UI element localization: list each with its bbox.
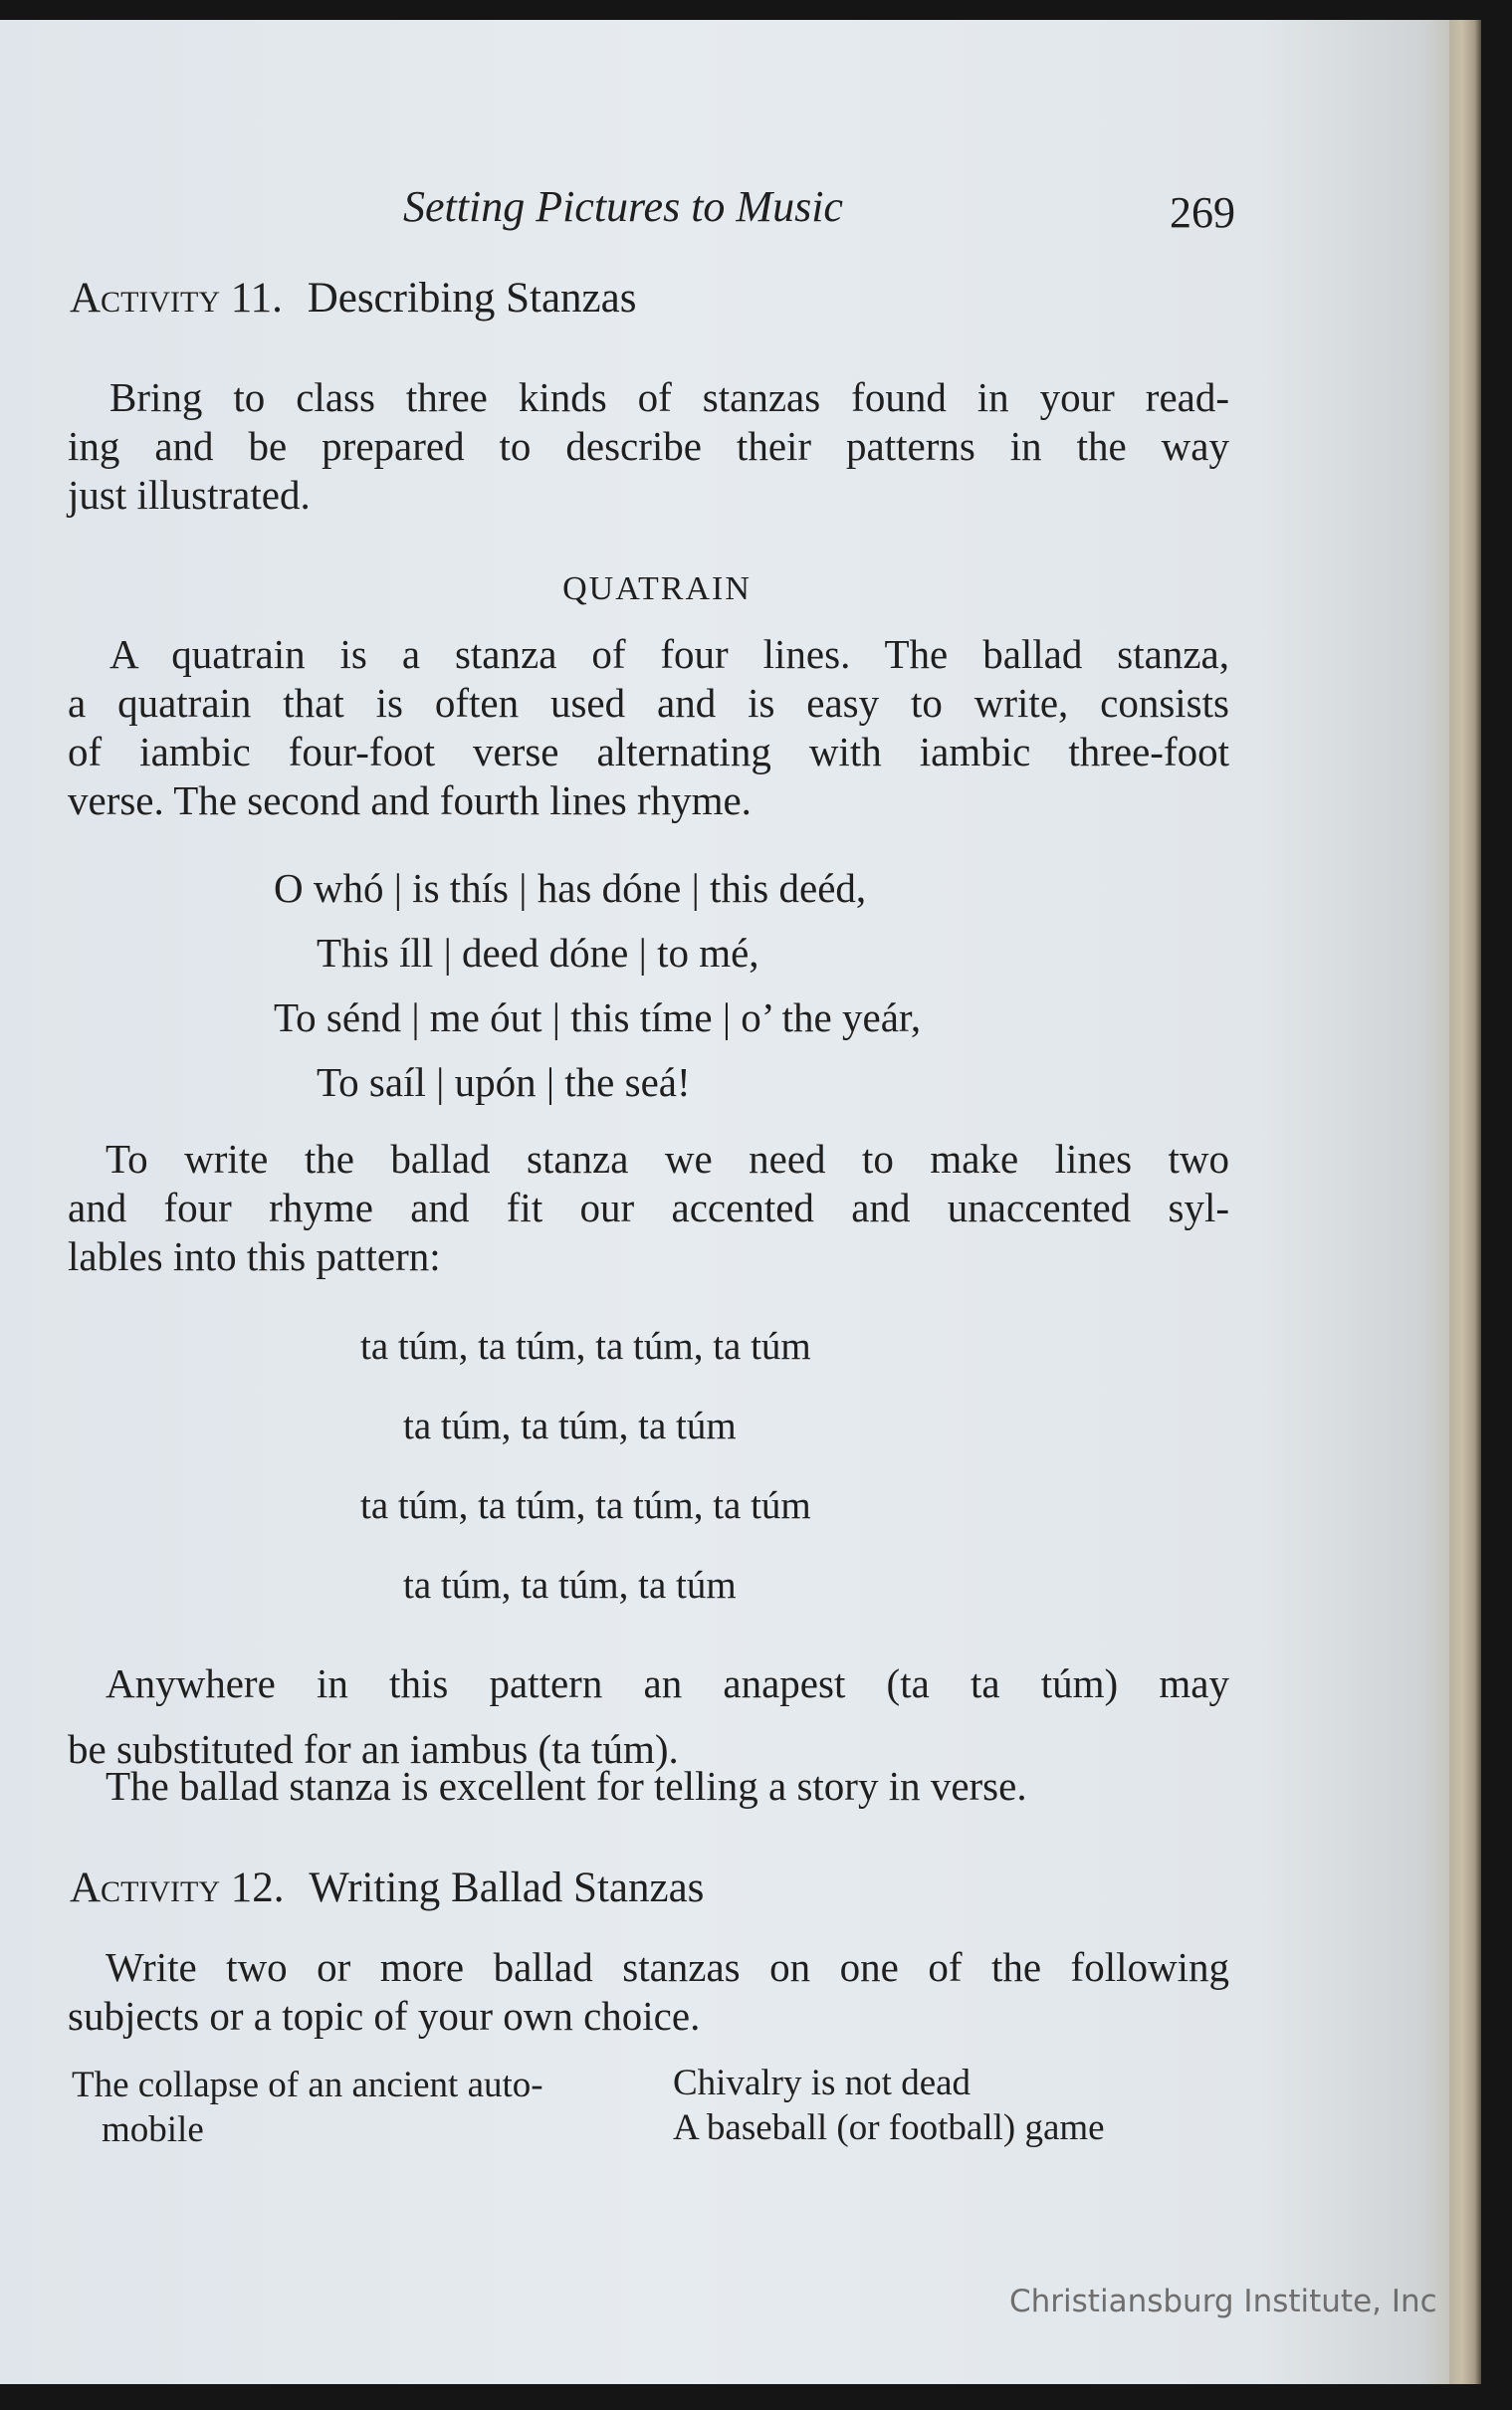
closing-text <box>68 1762 1229 1811</box>
activity-label: Activity <box>70 1864 221 1911</box>
page-edge <box>1449 20 1481 2384</box>
pattern-intro <box>68 1135 1229 1281</box>
meter-line: ta túm, ta túm, ta túm, ta túm <box>360 1325 811 1368</box>
text-line: Write two or more ballad stanzas on one of the following <box>106 1944 1229 1990</box>
subject-list-right <box>673 2061 1105 2150</box>
text-line: A quatrain is a stanza of four lines. The ballad stanza, <box>109 631 1229 677</box>
text-line: of iambic four-foot verse alternating with iambic three-foot <box>68 729 1229 774</box>
poem-line: To sénd | me óut | this tíme | o’ the yeár, <box>274 994 922 1040</box>
text-line: Bring to class three kinds of stanzas found in your read- <box>109 374 1229 420</box>
text-line: The ballad stanza is excellent for telling a story in verse. <box>106 1763 1027 1809</box>
meter-line: ta túm, ta túm, ta túm <box>403 1405 737 1447</box>
subject-item: The collapse of an ancient auto- <box>72 2065 543 2105</box>
text-line: subjects or a topic of your own choice. <box>68 1993 701 2039</box>
activity-12-heading <box>70 1863 704 1912</box>
activity-12-text <box>68 1943 1229 2041</box>
subject-list-left <box>72 2063 543 2152</box>
text-line: verse. The second and fourth lines rhyme. <box>68 777 752 823</box>
poem-line: O whó | is thís | has dóne | this deéd, <box>274 865 867 911</box>
activity-number: 11. <box>230 275 283 322</box>
poem-line: To saíl | upón | the seá! <box>317 1059 691 1105</box>
activity-11-text <box>68 373 1229 520</box>
activity-title: Describing Stanzas <box>307 275 637 322</box>
text-line: and four rhyme and fit our accented and unaccented syl- <box>68 1185 1229 1230</box>
watermark: Christiansburg Institute, Inc <box>1009 2284 1437 2319</box>
activity-11-heading <box>70 274 636 323</box>
subject-item-continuation: mobile <box>102 2109 204 2150</box>
text-line: lables into this pattern: <box>68 1233 441 1279</box>
book-page <box>0 20 1481 2384</box>
section-title: QUATRAIN <box>562 570 752 607</box>
text-line: a quatrain that is often used and is easy to write, consists <box>68 680 1229 726</box>
quatrain-intro <box>68 630 1229 825</box>
text-line: Anywhere in this pattern an anapest (ta ta túm) may <box>106 1660 1229 1706</box>
page-number: 269 <box>1170 188 1235 237</box>
text-line: be substituted for an iambus (ta túm). <box>68 1726 679 1772</box>
subject-item: Chivalry is not dead <box>673 2063 972 2103</box>
meter-line: ta túm, ta túm, ta túm <box>403 1564 737 1607</box>
activity-number: 12. <box>230 1864 285 1911</box>
meter-line: ta túm, ta túm, ta túm, ta túm <box>360 1484 811 1527</box>
text-line: just illustrated. <box>68 472 311 518</box>
text-line: ing and be prepared to describe their patterns in the way <box>68 423 1229 469</box>
activity-label: Activity <box>70 275 221 322</box>
activity-title: Writing Ballad Stanzas <box>309 1864 705 1911</box>
running-header: Setting Pictures to Music <box>403 182 843 231</box>
subject-item: A baseball (or football) game <box>673 2107 1105 2148</box>
poem-line: This íll | deed dóne | to mé, <box>317 930 759 976</box>
text-line: To write the ballad stanza we need to make lines two <box>106 1136 1229 1182</box>
